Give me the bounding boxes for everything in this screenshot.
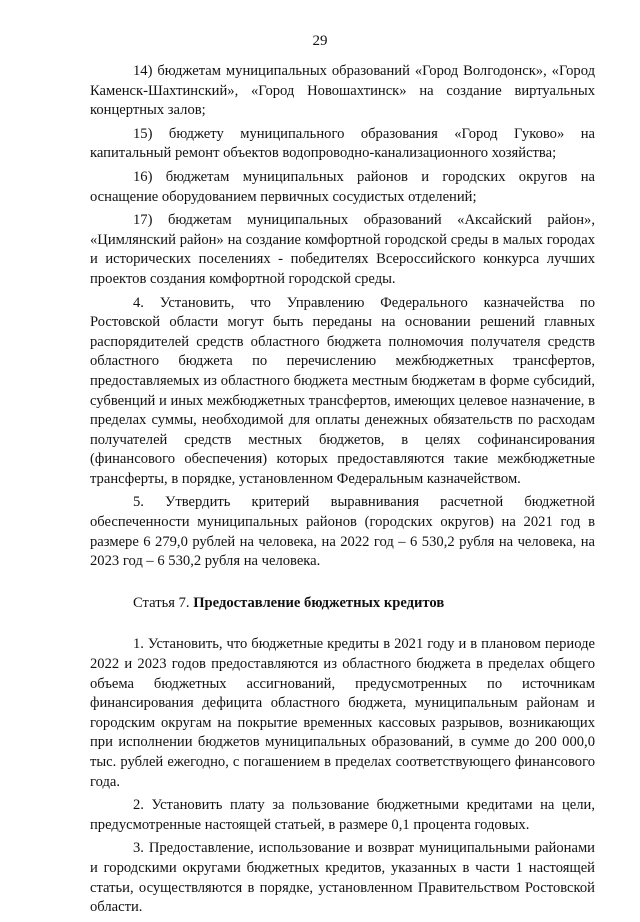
article-paragraph-1: 1. Установить, что бюджетные кредиты в 2021 году и в плановом периоде 2022 и 2023 годов предоставляются из областного бюджета в пределах общего объема бюджетных ассигнований, предусмотренных по источникам финансирования дефицита областного бюджета, муниципальным районам и городским округам на покрытие временных кассовых разрывов, возникающих при исполнении бюджетов муниципальных образований, в сумме до 200 000,0 тыс. рублей ежегодно, с погашением в пределах соответствующего финансового года. [90, 636, 595, 790]
article-heading [90, 594, 595, 614]
paragraph-item-16: 16) бюджетам муниципальных районов и городских округов на оснащение оборудованием первичных сосудистых отделений; [90, 168, 595, 205]
page-number: 29 [312, 33, 328, 49]
paragraph-item-17: 17) бюджетам муниципальных образований «Аксайский район», «Цимлянский район» на создание комфортной городской среды в малых городах и исторических поселениях - победителях Всероссийского конкурса лучших проектов создания комфортной городской среды. [90, 212, 595, 287]
article-paragraph-3: 3. Предоставление, использование и возврат муниципальными районами и городскими округами бюджетных кредитов, указанных в части 1 настоящей статьи, осуществляются в порядке, установленном Правительством Ростовской области. [90, 840, 595, 916]
article-title: Предоставление бюджетных кредитов [193, 594, 445, 611]
paragraph-part-4: 4. Установить, что Управлению Федерального казначейства по Ростовской области могут быть переданы на основании решений главных распорядителей средств областного бюджета полномочия получателя средств областного бюджета по перечислению межбюджетных трансфертов, предоставляемых из областного бюджета местным бюджетам в форме субсидий, субвенций и иных межбюджетных трансфертов, имеющих целевое назначение, в пределах суммы, необходимой для оплаты денежных обязательств по расходам получателей средств местных бюджетов, в целях софинансирования (финансового обеспечения) которых предоставляются такие межбюджетные трансферты, в порядке, установленном Федеральным казначейством. [90, 294, 595, 487]
document-body [90, 62, 595, 922]
paragraph-item-15: 15) бюджету муниципального образования «Город Гуково» на капитальный ремонт объектов водопроводно-канализационного хозяйства; [90, 125, 595, 162]
paragraph-part-5: 5. Утвердить критерий выравнивания расчетной бюджетной обеспеченности муниципальных районов (городских округов) на 2021 год в размере 6 279,0 рублей на человека, на 2022 год – 6 530,2 рубля на человека, на 2023 год – 6 530,2 рубля на человека. [90, 494, 595, 570]
article-paragraph-2: 2. Установить плату за пользование бюджетными кредитами на цели, предусмотренные настоящей статьей, в размере 0,1 процента годовых. [90, 797, 595, 833]
article-number: Статья 7. [133, 594, 190, 611]
paragraph-item-14: 14) бюджетам муниципальных образований «Город Волгодонск», «Город Каменск-Шахтинский», «Город Новошахтинск» на создание виртуальных концертных залов; [90, 63, 595, 119]
